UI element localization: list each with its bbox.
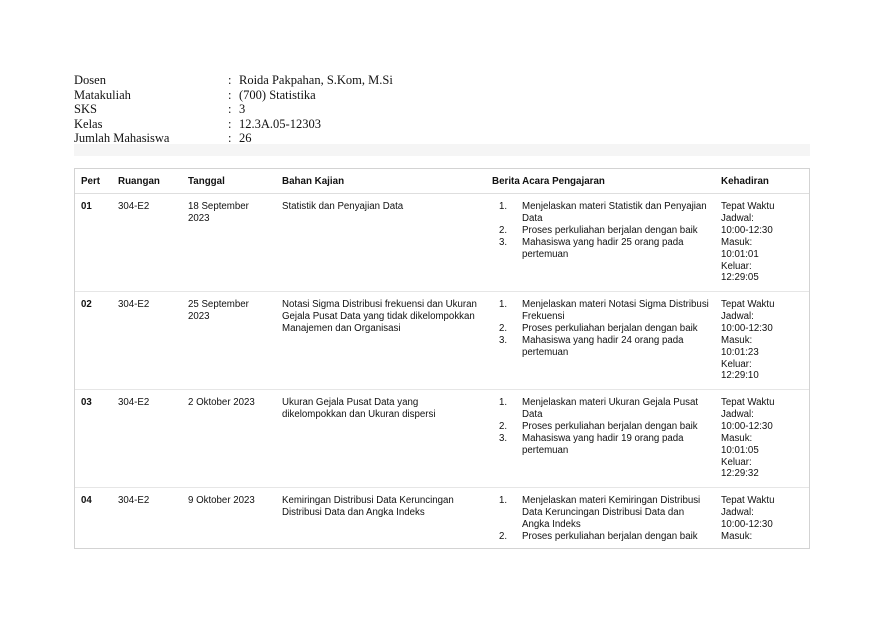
item-number: 3.: [499, 432, 508, 444]
info-colon: :: [228, 73, 232, 87]
item-text: Menjelaskan materi Ukuran Gejala Pusat Data: [522, 397, 699, 420]
berita-item: [492, 225, 709, 237]
cell-ruangan: 304-E2: [112, 292, 182, 390]
column-header-bahan-kajian: Bahan Kajian: [276, 169, 486, 194]
cell-kehadiran: [715, 194, 809, 292]
item-number: 2.: [499, 322, 508, 334]
item-number: 1.: [499, 299, 508, 310]
item-text: Mahasiswa yang hadir 24 orang pada pertemuan: [522, 334, 684, 358]
table-row: [75, 390, 809, 488]
item-text: Mahasiswa yang hadir 19 orang pada pertemuan: [522, 432, 684, 456]
berita-list: [492, 201, 709, 261]
berita-item: [492, 397, 709, 421]
info-label: Matakuliah: [74, 87, 131, 102]
table-row: [75, 194, 809, 292]
berita-item: [492, 495, 709, 531]
cell-ruangan: 304-E2: [112, 194, 182, 292]
attendance-line: 10:00-12:30: [721, 420, 773, 432]
info-value: 26: [239, 131, 252, 146]
attendance-line: Keluar:: [721, 358, 752, 370]
column-header-berita-acara: Berita Acara Pengajaran: [486, 169, 715, 194]
berita-item: [492, 335, 709, 359]
item-number: 1.: [499, 201, 508, 212]
cell-pert: 02: [75, 292, 112, 390]
info-label: Dosen: [74, 73, 106, 87]
attendance-line: Jadwal:: [721, 310, 754, 322]
info-row-dosen: [74, 73, 810, 88]
course-info-header: [74, 73, 810, 159]
item-text: Proses perkuliahan berjalan dengan baik: [522, 224, 698, 236]
attendance-line: Masuk:: [721, 530, 753, 542]
column-header-kehadiran: Kehadiran: [715, 169, 809, 194]
cell-berita-acara: [486, 390, 715, 488]
cell-kehadiran: [715, 488, 809, 549]
item-number: 2.: [499, 420, 508, 432]
info-colon: :: [228, 116, 232, 131]
attendance-line: 10:00-12:30: [721, 518, 773, 530]
cell-bahan-kajian: Ukuran Gejala Pusat Data yang dikelompokkan dan Ukuran dispersi: [276, 390, 486, 488]
cell-ruangan: 304-E2: [112, 390, 182, 488]
cell-ruangan: 304-E2: [118, 495, 150, 506]
cell-berita-acara: [486, 194, 715, 292]
cell-tanggal: 9 Oktober 2023: [188, 495, 255, 506]
attendance-status: Tepat Waktu: [721, 495, 775, 506]
info-label: Jumlah Mahasiswa: [74, 131, 170, 146]
attendance-line: Keluar:: [721, 456, 752, 468]
berita-item: [492, 323, 709, 335]
info-label: Kelas: [74, 116, 103, 131]
attendance-status: Tepat Waktu: [721, 397, 775, 408]
berita-list: [492, 397, 709, 457]
info-row-kelas: [74, 117, 810, 132]
cell-tanggal: 18 September 2023: [182, 194, 276, 292]
item-number: 1.: [499, 495, 508, 506]
info-colon: :: [228, 131, 232, 146]
berita-item: [492, 237, 709, 261]
cell-kehadiran: [715, 292, 809, 390]
item-text: Proses perkuliahan berjalan dengan baik: [522, 530, 698, 542]
cell-kehadiran: [715, 390, 809, 488]
item-text: Mahasiswa yang hadir 25 orang pada pertemuan: [522, 236, 684, 260]
cell-tanggal: 2 Oktober 2023: [182, 390, 276, 488]
berita-item: [492, 433, 709, 457]
attendance-line: 12:29:05: [721, 272, 759, 284]
attendance-line: Keluar:: [721, 260, 752, 272]
info-value: 3: [239, 102, 246, 117]
info-value: Roida Pakpahan, S.Kom, M.Si: [239, 73, 393, 87]
attendance-line: 12:29:32: [721, 468, 759, 480]
attendance-status: Tepat Waktu: [721, 299, 775, 310]
info-row-sks: [74, 102, 810, 117]
column-header-tanggal: Tanggal: [182, 169, 276, 194]
attendance-line: 10:00-12:30: [721, 322, 773, 334]
column-header-ruangan: Ruangan: [112, 169, 182, 194]
item-number: 2.: [499, 530, 508, 542]
attendance-line: 12:29:10: [721, 370, 759, 382]
cell-pert: 01: [75, 194, 112, 292]
item-number: 1.: [499, 397, 508, 408]
column-header-pert: Pert: [75, 169, 112, 194]
item-number: 2.: [499, 224, 508, 236]
cell-berita-acara: [486, 488, 715, 549]
attendance-line: 10:01:01: [721, 248, 759, 260]
attendance-line: Jadwal:: [721, 506, 754, 518]
attendance-line: Masuk:: [721, 334, 753, 346]
info-value: (700) Statistika: [239, 87, 316, 102]
table-header-row: [75, 169, 809, 194]
info-row-jumlah-mahasiswa: [74, 131, 810, 146]
table-row: [75, 488, 809, 549]
berita-item: [492, 299, 709, 323]
cell-pert: 03: [75, 390, 112, 488]
cell-tanggal: 25 September 2023: [182, 292, 276, 390]
info-colon: :: [228, 87, 232, 102]
berita-item: [492, 201, 709, 225]
cell-pert: 04: [81, 495, 92, 506]
attendance-line: Jadwal:: [721, 408, 754, 420]
item-text: Menjelaskan materi Notasi Sigma Distribusi Frekuensi: [522, 299, 709, 322]
attendance-line: 10:01:23: [721, 346, 759, 358]
info-label: SKS: [74, 102, 97, 117]
attendance-line: Masuk:: [721, 236, 753, 248]
cell-bahan-kajian: Notasi Sigma Distribusi frekuensi dan Ukuran Gejala Pusat Data yang tidak dikelompokkan Manajemen dan Organisasi: [276, 292, 486, 390]
info-value: 12.3A.05-12303: [239, 116, 321, 131]
attendance-line: 10:01:05: [721, 444, 759, 456]
berita-item: [492, 421, 709, 433]
item-number: 3.: [499, 334, 508, 346]
attendance-line: 10:00-12:30: [721, 224, 773, 236]
info-row-matakuliah: [74, 88, 810, 103]
cell-bahan-kajian: Kemiringan Distribusi Data Keruncingan Distribusi Data dan Angka Indeks: [282, 495, 454, 518]
item-text: Menjelaskan materi Statistik dan Penyajian Data: [522, 201, 707, 224]
cell-bahan-kajian: Statistik dan Penyajian Data: [276, 194, 486, 292]
teaching-log-table: [74, 168, 810, 549]
item-text: Proses perkuliahan berjalan dengan baik: [522, 322, 698, 334]
berita-item: [492, 531, 709, 543]
attendance-line: Masuk:: [721, 432, 753, 444]
table-row: [75, 292, 809, 390]
item-number: 3.: [499, 236, 508, 248]
attendance-line: Jadwal:: [721, 212, 754, 224]
info-colon: :: [228, 102, 232, 117]
attendance-status: Tepat Waktu: [721, 201, 775, 212]
cell-berita-acara: [486, 292, 715, 390]
item-text: Menjelaskan materi Kemiringan Distribusi Data Keruncingan Distribusi Data dan Angka Indeks: [522, 495, 701, 530]
berita-list: [492, 299, 709, 359]
berita-list: [492, 495, 709, 543]
item-text: Proses perkuliahan berjalan dengan baik: [522, 420, 698, 432]
